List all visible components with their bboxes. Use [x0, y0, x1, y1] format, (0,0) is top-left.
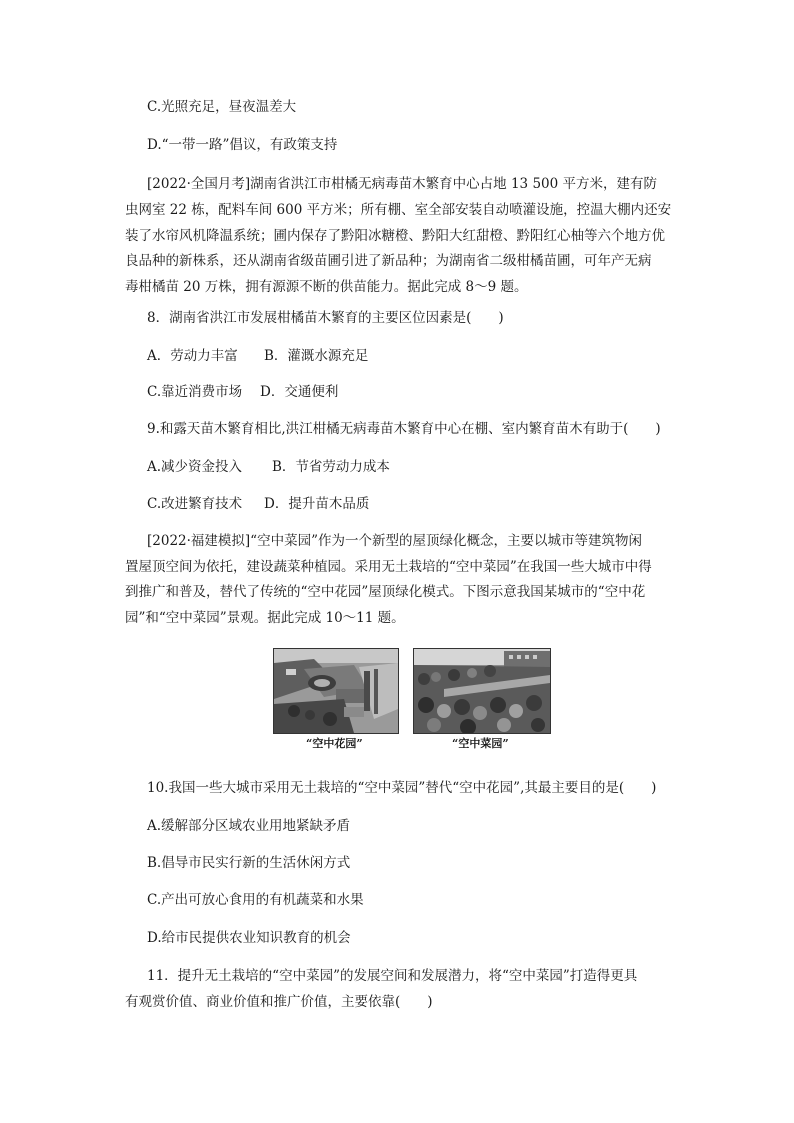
passage1-line4: 良品种的新株系，还从湖南省级苗圃引进了新品种；为湖南省二级柑橘苗圃，可年产无病: [125, 253, 652, 269]
passage2-line2: 置屋顶空间为依托，建设蔬菜种植园。采用无土栽培的“空中菜园”在我国一些大城市中得: [125, 559, 652, 575]
passage1-line1: [2022·全国月考]湖南省洪江市柑橘无病毒苗木繁育中心占地 13 500 平方米，建有防: [147, 176, 657, 192]
q8-stem: 8．湖南省洪江市发展柑橘苗木繁育的主要区位因素是( ): [147, 310, 504, 326]
q9-option-c: C.改进繁育技术: [147, 496, 243, 512]
passage1-line5: 毒柑橘苗 20 万株，拥有源源不断的供苗能力。据此完成 8～9 题。: [125, 279, 528, 295]
q9-option-b: B．节省劳动力成本: [272, 459, 390, 475]
q8-option-c: C.靠近消费市场: [147, 384, 243, 400]
passage2-line4: 园”和“空中菜园”景观。据此完成 10～11 题。: [125, 610, 405, 626]
passage2-line1: [2022·福建模拟]“空中菜园”作为一个新型的屋顶绿化概念，主要以城市等建筑物闲: [147, 533, 642, 549]
q10-option-c: C.产出可放心食用的有机蔬菜和水果: [147, 892, 364, 908]
sky-garden-photo: [273, 648, 399, 734]
q7-option-d: D.“一带一路”倡议，有政策支持: [147, 137, 338, 153]
q9-stem: 9.和露天苗木繁育相比,洪江柑橘无病毒苗木繁育中心在棚、室内繁育苗木有助于( ): [147, 421, 661, 437]
q9-option-a: A.减少资金投入: [147, 459, 243, 475]
passage2-line3: 到推广和普及，替代了传统的“空中花园”屋顶绿化模式。下图示意我国某城市的“空中花: [125, 584, 646, 600]
passage1-line2: 虫网室 22 栋，配料车间 600 平方米；所有棚、室全部安装自动喷灌设施，控温大棚内还安: [125, 202, 672, 218]
q10-option-d: D.给市民提供农业知识教育的机会: [147, 930, 351, 946]
q10-stem: 10.我国一些大城市采用无土栽培的“空中菜园”替代“空中花园”,其最主要目的是( ): [147, 780, 657, 796]
q11-stem-line1: 11．提升无土栽培的“空中菜园”的发展空间和发展潜力，将“空中菜园”打造得更具: [147, 968, 638, 984]
q8-option-d: D．交通便利: [260, 384, 339, 400]
sky-vegetable-garden-photo: [413, 648, 551, 734]
q8-option-b: B．灌溉水源充足: [264, 348, 369, 364]
sky-vegetable-garden-caption: “空中菜园”: [452, 737, 509, 750]
passage1-line3: 装了水帘风机降温系统；圃内保存了黔阳冰糖橙、黔阳大红甜橙、黔阳红心柚等六个地方优: [125, 228, 665, 244]
q7-option-c: C.光照充足，昼夜温差大: [147, 99, 297, 115]
q8-option-a: A．劳动力丰富: [147, 348, 238, 364]
q9-option-d: D．提升苗木品质: [264, 496, 370, 512]
sky-garden-caption: “空中花园”: [306, 737, 363, 750]
q11-stem-line2: 有观赏价值、商业价值和推广价值，主要依靠( ): [125, 994, 433, 1010]
q10-option-a: A.缓解部分区域农业用地紧缺矛盾: [147, 818, 351, 834]
q10-option-b: B.倡导市民实行新的生活休闲方式: [147, 855, 351, 871]
